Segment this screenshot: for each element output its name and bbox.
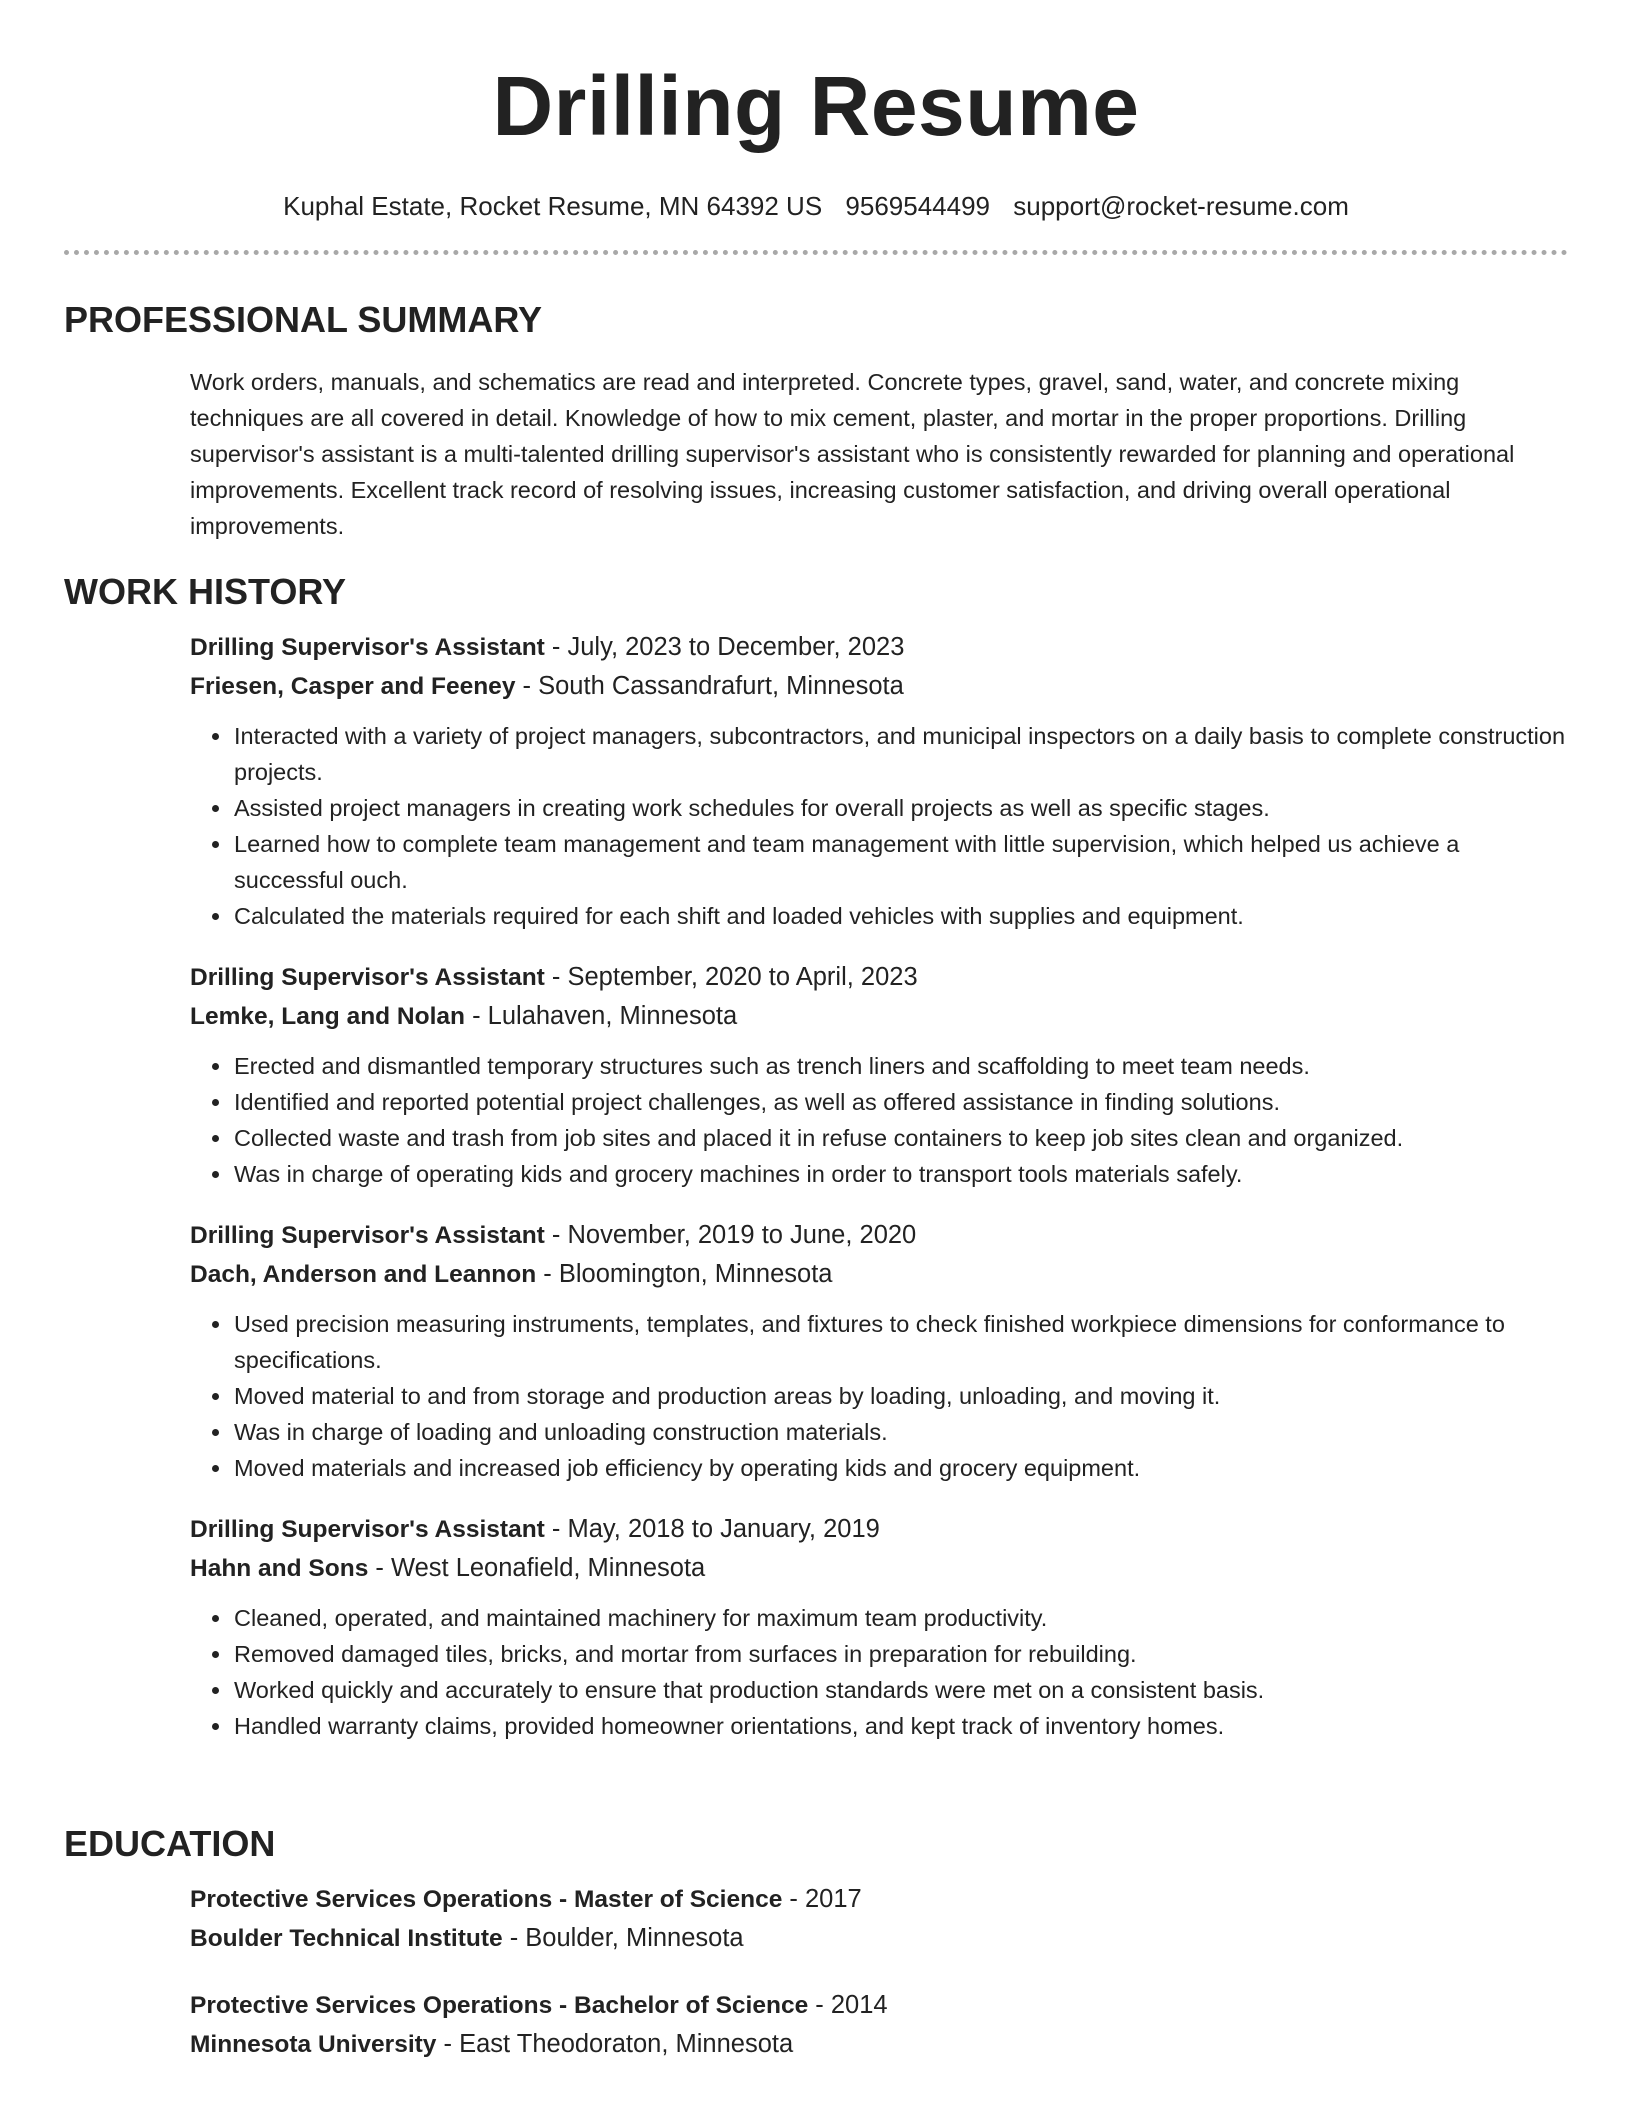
degree-year: - 2014	[808, 1991, 888, 2019]
contact-line	[0, 190, 1632, 222]
job-entry	[190, 628, 1568, 934]
summary-text: Work orders, manuals, and schematics are read and interpreted. Concrete types, gravel, sand, water, and concrete mixing techniques are all covered in detail. Knowledge of how to mix cement, plaster, and mortar in the proper proportions. Drilling supervisor's assistant is a multi-talented drilling supervisor's assistant who is consistently rewarded for planning and operational improvements. Excellent track record of resolving issues, increasing customer satisfaction, and driving overall operational improvements.	[190, 369, 1515, 539]
school-location: - East Theodoraton, Minnesota	[436, 2030, 794, 2058]
job-company-line	[190, 997, 1568, 1036]
education-entry	[190, 1880, 1568, 1958]
job-location: - West Leonafield, Minnesota	[368, 1554, 706, 1582]
job-bullets	[190, 718, 1568, 934]
job-company: Friesen, Casper and Feeney	[190, 673, 516, 700]
degree-line	[190, 1986, 1568, 2025]
job-company: Lemke, Lang and Nolan	[190, 1003, 465, 1030]
job-bullet: • Erected and dismantled temporary structures such as trench liners and scaffolding to meet team needs.	[233, 1048, 1568, 1084]
job-bullet: • Moved material to and from storage and production areas by loading, unloading, and moving it.	[233, 1378, 1568, 1414]
education-section	[64, 1822, 1568, 2092]
job-bullet: • Identified and reported potential project challenges, as well as offered assistance in finding solutions.	[233, 1084, 1568, 1120]
degree-name: Protective Services Operations - Master of Science	[190, 1886, 783, 1913]
job-location: - South Cassandrafurt, Minnesota	[515, 672, 904, 700]
job-role: Drilling Supervisor's Assistant	[190, 1222, 545, 1249]
job-bullet: • Removed damaged tiles, bricks, and mortar from surfaces in preparation for rebuilding.	[233, 1636, 1568, 1672]
job-bullet: • Handled warranty claims, provided homeowner orientations, and kept track of inventory homes.	[233, 1708, 1568, 1744]
job-bullets	[190, 1306, 1568, 1486]
job-bullet: • Worked quickly and accurately to ensure that production standards were met on a consistent basis.	[233, 1672, 1568, 1708]
section-title-education: EDUCATION	[64, 1823, 276, 1864]
job-bullet: • Collected waste and trash from job sites and placed it in refuse containers to keep job sites clean and organized.	[233, 1120, 1568, 1156]
job-bullet: • Calculated the materials required for each shift and loaded vehicles with supplies and equipment.	[233, 898, 1568, 934]
section-title-work-history: WORK HISTORY	[64, 571, 347, 612]
resume-title: Drilling Resume	[492, 59, 1140, 153]
contact-address: Kuphal Estate, Rocket Resume, MN 64392 US	[283, 191, 823, 221]
resume-header	[0, 0, 1632, 222]
section-title-summary: PROFESSIONAL SUMMARY	[64, 299, 543, 340]
education-entry	[190, 1986, 1568, 2064]
job-dates: - November, 2019 to June, 2020	[544, 1221, 917, 1249]
job-title-line	[190, 1216, 1568, 1255]
job-bullet: • Moved materials and increased job efficiency by operating kids and grocery equipment.	[233, 1450, 1568, 1486]
job-bullets	[190, 1600, 1568, 1744]
job-bullet: • Was in charge of loading and unloading construction materials.	[233, 1414, 1568, 1450]
work-history-section	[64, 570, 1568, 1768]
job-bullet: • Learned how to complete team management and team management with little supervision, which helped us achieve a successful ouch.	[233, 826, 1568, 898]
job-role: Drilling Supervisor's Assistant	[190, 964, 545, 991]
job-dates: - July, 2023 to December, 2023	[544, 633, 905, 661]
job-entry	[190, 1216, 1568, 1486]
school-name: Minnesota University	[190, 2031, 437, 2058]
job-company-line	[190, 667, 1568, 706]
job-role: Drilling Supervisor's Assistant	[190, 634, 545, 661]
school-name: Boulder Technical Institute	[190, 1925, 503, 1952]
job-bullet: • Was in charge of operating kids and grocery machines in order to transport tools materials safely.	[233, 1156, 1568, 1192]
job-dates: - May, 2018 to January, 2019	[544, 1515, 880, 1543]
contact-email: support@rocket-resume.com	[1013, 191, 1349, 221]
job-location: - Lulahaven, Minnesota	[465, 1002, 738, 1030]
job-dates: - September, 2020 to April, 2023	[544, 963, 918, 991]
school-line	[190, 2025, 1568, 2064]
job-company: Dach, Anderson and Leannon	[190, 1261, 537, 1288]
job-location: - Bloomington, Minnesota	[536, 1260, 833, 1288]
school-location: - Boulder, Minnesota	[502, 1924, 744, 1952]
contact-phone: 9569544499	[845, 191, 991, 221]
job-company-line	[190, 1255, 1568, 1294]
degree-line	[190, 1880, 1568, 1919]
job-role: Drilling Supervisor's Assistant	[190, 1516, 545, 1543]
job-company: Hahn and Sons	[190, 1555, 369, 1582]
job-bullet: • Used precision measuring instruments, templates, and fixtures to check finished workpiece dimensions for conformance to specifications.	[233, 1306, 1568, 1378]
job-bullet: • Cleaned, operated, and maintained machinery for maximum team productivity.	[233, 1600, 1568, 1636]
job-title-line	[190, 628, 1568, 667]
job-bullet: • Assisted project managers in creating work schedules for overall projects as well as specific stages.	[233, 790, 1568, 826]
job-entry	[190, 1510, 1568, 1744]
job-bullets	[190, 1048, 1568, 1192]
school-line	[190, 1919, 1568, 1958]
header-divider	[64, 250, 1568, 255]
degree-year: - 2017	[782, 1885, 862, 1913]
job-bullet: • Interacted with a variety of project managers, subcontractors, and municipal inspectors on a daily basis to complete construction projects.	[233, 718, 1568, 790]
job-company-line	[190, 1549, 1568, 1588]
degree-name: Protective Services Operations - Bachelor of Science	[190, 1992, 809, 2019]
job-title-line	[190, 1510, 1568, 1549]
job-entry	[190, 958, 1568, 1192]
job-title-line	[190, 958, 1568, 997]
professional-summary-section	[64, 298, 1568, 544]
